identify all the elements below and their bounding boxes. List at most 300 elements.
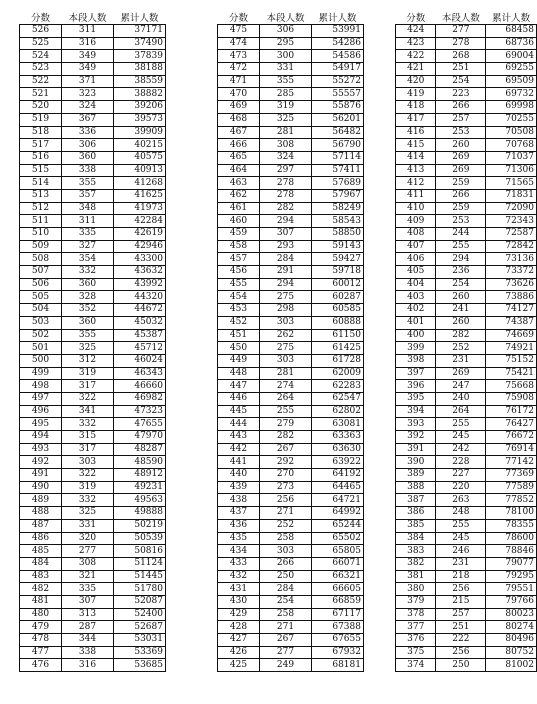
score-cell: 457 xyxy=(218,253,260,266)
segment-count-cell: 254 xyxy=(436,278,486,291)
cumulative-count-cell: 71306 xyxy=(486,164,537,177)
table-row xyxy=(396,405,537,418)
cumulative-count-cell: 37839 xyxy=(114,50,166,63)
segment-count-cell: 220 xyxy=(436,481,486,494)
cumulative-count-cell: 38559 xyxy=(114,75,166,88)
segment-count-cell: 267 xyxy=(260,634,312,647)
segment-count-cell: 269 xyxy=(436,164,486,177)
cumulative-count-cell: 40215 xyxy=(114,139,166,152)
table-row xyxy=(396,240,537,253)
table-row xyxy=(396,519,537,532)
segment-count-cell: 303 xyxy=(260,354,312,367)
segment-count-cell: 274 xyxy=(260,380,312,393)
cumulative-count-cell: 69509 xyxy=(486,75,537,88)
table-row xyxy=(20,532,166,545)
segment-count-cell: 297 xyxy=(260,164,312,177)
cumulative-count-cell: 76172 xyxy=(486,405,537,418)
header-cumulative-count: 累计人数 xyxy=(318,13,357,24)
header-cumulative-count: 累计人数 xyxy=(492,13,531,24)
segment-count-cell: 348 xyxy=(62,202,114,215)
table-row xyxy=(20,443,166,456)
segment-count-cell: 254 xyxy=(260,595,312,608)
score-cell: 425 xyxy=(218,659,260,672)
table-row xyxy=(20,291,166,304)
table-row xyxy=(20,392,166,405)
table-row xyxy=(396,545,537,558)
score-cell: 476 xyxy=(20,659,62,672)
segment-count-cell: 371 xyxy=(62,75,114,88)
cumulative-count-cell: 73886 xyxy=(486,291,537,304)
table-row xyxy=(218,431,364,444)
segment-count-cell: 264 xyxy=(436,405,486,418)
table-row xyxy=(20,418,166,431)
cumulative-count-cell: 42946 xyxy=(114,240,166,253)
score-cell: 413 xyxy=(396,164,436,177)
table-row xyxy=(20,75,166,88)
table-row xyxy=(396,215,537,228)
cumulative-count-cell: 80023 xyxy=(486,608,537,621)
segment-count-cell: 260 xyxy=(436,291,486,304)
score-cell: 490 xyxy=(20,481,62,494)
cumulative-count-cell: 66071 xyxy=(312,557,364,570)
table-row xyxy=(396,557,537,570)
table-row xyxy=(396,50,537,63)
table-row xyxy=(20,595,166,608)
score-cell: 415 xyxy=(396,139,436,152)
table-row xyxy=(396,151,537,164)
score-cell: 445 xyxy=(218,405,260,418)
score-cell: 411 xyxy=(396,189,436,202)
table-row xyxy=(218,545,364,558)
score-cell: 501 xyxy=(20,342,62,355)
score-table xyxy=(217,13,364,672)
score-cell: 514 xyxy=(20,177,62,190)
segment-count-cell: 279 xyxy=(260,418,312,431)
score-cell: 466 xyxy=(218,139,260,152)
cumulative-count-cell: 75908 xyxy=(486,392,537,405)
table-row xyxy=(396,443,537,456)
header-segment-count: 本段人数 xyxy=(266,13,305,24)
score-cell: 500 xyxy=(20,354,62,367)
score-cell: 382 xyxy=(396,557,436,570)
table-row xyxy=(396,228,537,241)
cumulative-count-cell: 77589 xyxy=(486,481,537,494)
cumulative-count-cell: 51445 xyxy=(114,570,166,583)
cumulative-count-cell: 57967 xyxy=(312,189,364,202)
segment-count-cell: 236 xyxy=(436,266,486,279)
segment-count-cell: 282 xyxy=(260,431,312,444)
segment-count-cell: 255 xyxy=(436,418,486,431)
table-row xyxy=(20,304,166,317)
segment-count-cell: 317 xyxy=(62,380,114,393)
score-cell: 499 xyxy=(20,367,62,380)
score-cell: 506 xyxy=(20,278,62,291)
cumulative-count-cell: 47655 xyxy=(114,418,166,431)
cumulative-count-cell: 65805 xyxy=(312,545,364,558)
score-cell: 456 xyxy=(218,266,260,279)
header-score: 分数 xyxy=(406,13,426,24)
table-row xyxy=(218,126,364,139)
cumulative-count-cell: 61728 xyxy=(312,354,364,367)
table-row xyxy=(396,177,537,190)
cumulative-count-cell: 60585 xyxy=(312,304,364,317)
table-row xyxy=(218,405,364,418)
score-cell: 391 xyxy=(396,443,436,456)
cumulative-count-cell: 49563 xyxy=(114,494,166,507)
score-cell: 484 xyxy=(20,557,62,570)
cumulative-count-cell: 39573 xyxy=(114,113,166,126)
cumulative-count-cell: 57689 xyxy=(312,177,364,190)
cumulative-count-cell: 72842 xyxy=(486,240,537,253)
table-row xyxy=(218,253,364,266)
cumulative-count-cell: 79551 xyxy=(486,583,537,596)
table-row xyxy=(218,595,364,608)
score-cell: 430 xyxy=(218,595,260,608)
cumulative-count-cell: 60287 xyxy=(312,291,364,304)
cumulative-count-cell: 43632 xyxy=(114,266,166,279)
score-cell: 437 xyxy=(218,507,260,520)
cumulative-count-cell: 80274 xyxy=(486,621,537,634)
cumulative-count-cell: 38188 xyxy=(114,63,166,76)
cumulative-count-cell: 71565 xyxy=(486,177,537,190)
segment-count-cell: 360 xyxy=(62,151,114,164)
table-row xyxy=(218,342,364,355)
score-cell: 412 xyxy=(396,177,436,190)
cumulative-count-cell: 67388 xyxy=(312,621,364,634)
table-header-row xyxy=(396,13,537,25)
score-cell: 388 xyxy=(396,481,436,494)
table-row xyxy=(218,50,364,63)
segment-count-cell: 338 xyxy=(62,646,114,659)
table-row xyxy=(218,88,364,101)
score-cell: 405 xyxy=(396,266,436,279)
cumulative-count-cell: 50816 xyxy=(114,545,166,558)
table-row xyxy=(396,367,537,380)
score-cell: 497 xyxy=(20,392,62,405)
table-row xyxy=(20,113,166,126)
table-row xyxy=(20,266,166,279)
header-score: 分数 xyxy=(30,13,50,24)
score-cell: 375 xyxy=(396,646,436,659)
header-cumulative-count: 累计人数 xyxy=(120,13,159,24)
score-cell: 479 xyxy=(20,621,62,634)
score-cell: 441 xyxy=(218,456,260,469)
segment-count-cell: 260 xyxy=(436,316,486,329)
table-row xyxy=(396,418,537,431)
segment-count-cell: 263 xyxy=(436,494,486,507)
segment-count-cell: 222 xyxy=(436,634,486,647)
cumulative-count-cell: 74669 xyxy=(486,329,537,342)
segment-count-cell: 324 xyxy=(62,101,114,114)
score-cell: 385 xyxy=(396,519,436,532)
segment-count-cell: 332 xyxy=(62,418,114,431)
score-cell: 407 xyxy=(396,240,436,253)
score-cell: 505 xyxy=(20,291,62,304)
segment-count-cell: 292 xyxy=(260,456,312,469)
segment-count-cell: 355 xyxy=(62,329,114,342)
score-cell: 377 xyxy=(396,621,436,634)
cumulative-count-cell: 73372 xyxy=(486,266,537,279)
segment-count-cell: 231 xyxy=(436,354,486,367)
segment-count-cell: 268 xyxy=(436,50,486,63)
cumulative-count-cell: 54586 xyxy=(312,50,364,63)
cumulative-count-cell: 53991 xyxy=(312,25,364,38)
cumulative-count-cell: 52687 xyxy=(114,621,166,634)
cumulative-count-cell: 72343 xyxy=(486,215,537,228)
cumulative-count-cell: 48287 xyxy=(114,443,166,456)
score-cell: 470 xyxy=(218,88,260,101)
segment-count-cell: 306 xyxy=(260,25,312,38)
segment-count-cell: 294 xyxy=(436,253,486,266)
segment-count-cell: 325 xyxy=(62,507,114,520)
segment-count-cell: 311 xyxy=(62,215,114,228)
table-row xyxy=(20,545,166,558)
cumulative-count-cell: 54286 xyxy=(312,37,364,50)
score-cell: 509 xyxy=(20,240,62,253)
segment-count-cell: 313 xyxy=(62,608,114,621)
segment-count-cell: 250 xyxy=(436,659,486,672)
score-cell: 399 xyxy=(396,342,436,355)
table-row xyxy=(218,608,364,621)
score-cell: 493 xyxy=(20,443,62,456)
score-cell: 482 xyxy=(20,583,62,596)
cumulative-count-cell: 59143 xyxy=(312,240,364,253)
score-cell: 439 xyxy=(218,481,260,494)
segment-count-cell: 240 xyxy=(436,392,486,405)
header-segment-count: 本段人数 xyxy=(441,13,480,24)
table-row xyxy=(20,659,166,672)
cumulative-count-cell: 67932 xyxy=(312,646,364,659)
score-cell: 410 xyxy=(396,202,436,215)
segment-count-cell: 277 xyxy=(62,545,114,558)
cumulative-count-cell: 37490 xyxy=(114,37,166,50)
cumulative-count-cell: 80752 xyxy=(486,646,537,659)
table-row xyxy=(218,63,364,76)
score-cell: 396 xyxy=(396,380,436,393)
segment-count-cell: 257 xyxy=(436,113,486,126)
table-row xyxy=(396,139,537,152)
table-row xyxy=(396,88,537,101)
cumulative-count-cell: 59718 xyxy=(312,266,364,279)
table-row xyxy=(396,278,537,291)
segment-count-cell: 325 xyxy=(260,113,312,126)
segment-count-cell: 269 xyxy=(436,367,486,380)
table-row xyxy=(20,88,166,101)
table-row xyxy=(20,240,166,253)
cumulative-count-cell: 52087 xyxy=(114,595,166,608)
cumulative-count-cell: 61425 xyxy=(312,342,364,355)
score-cell: 483 xyxy=(20,570,62,583)
table-row xyxy=(20,519,166,532)
score-cell: 400 xyxy=(396,329,436,342)
score-cell: 423 xyxy=(396,37,436,50)
score-cell: 480 xyxy=(20,608,62,621)
table-row xyxy=(218,329,364,342)
score-cell: 438 xyxy=(218,494,260,507)
segment-count-cell: 319 xyxy=(62,481,114,494)
cumulative-count-cell: 79295 xyxy=(486,570,537,583)
score-cell: 416 xyxy=(396,126,436,139)
score-cell: 496 xyxy=(20,405,62,418)
table-row xyxy=(20,481,166,494)
table-row xyxy=(396,316,537,329)
table-row xyxy=(396,494,537,507)
cumulative-count-cell: 49888 xyxy=(114,507,166,520)
cumulative-count-cell: 66321 xyxy=(312,570,364,583)
score-cell: 478 xyxy=(20,634,62,647)
cumulative-count-cell: 80496 xyxy=(486,634,537,647)
table-row xyxy=(20,380,166,393)
segment-count-cell: 218 xyxy=(436,570,486,583)
cumulative-count-cell: 52400 xyxy=(114,608,166,621)
score-cell: 376 xyxy=(396,634,436,647)
segment-count-cell: 320 xyxy=(62,532,114,545)
cumulative-count-cell: 54917 xyxy=(312,63,364,76)
score-cell: 395 xyxy=(396,392,436,405)
score-cell: 463 xyxy=(218,177,260,190)
segment-count-cell: 331 xyxy=(260,63,312,76)
segment-count-cell: 308 xyxy=(62,557,114,570)
table-header-row xyxy=(218,13,364,25)
segment-count-cell: 360 xyxy=(62,316,114,329)
segment-count-cell: 300 xyxy=(260,50,312,63)
score-cell: 474 xyxy=(218,37,260,50)
table-row xyxy=(20,431,166,444)
score-cell: 421 xyxy=(396,63,436,76)
cumulative-count-cell: 68736 xyxy=(486,37,537,50)
score-cell: 386 xyxy=(396,507,436,520)
table-row xyxy=(20,557,166,570)
segment-count-cell: 344 xyxy=(62,634,114,647)
segment-count-cell: 312 xyxy=(62,354,114,367)
score-cell: 464 xyxy=(218,164,260,177)
segment-count-cell: 332 xyxy=(62,266,114,279)
cumulative-count-cell: 78600 xyxy=(486,532,537,545)
table-row xyxy=(396,481,537,494)
segment-count-cell: 253 xyxy=(436,215,486,228)
table-row xyxy=(396,329,537,342)
score-cell: 449 xyxy=(218,354,260,367)
segment-count-cell: 256 xyxy=(436,646,486,659)
score-table-2 xyxy=(217,13,364,672)
segment-count-cell: 307 xyxy=(62,595,114,608)
table-row xyxy=(20,151,166,164)
table-row xyxy=(218,215,364,228)
score-cell: 516 xyxy=(20,151,62,164)
segment-count-cell: 278 xyxy=(260,177,312,190)
table-row xyxy=(396,532,537,545)
score-cell: 443 xyxy=(218,431,260,444)
table-row xyxy=(396,304,537,317)
score-cell: 422 xyxy=(396,50,436,63)
cumulative-count-cell: 69998 xyxy=(486,101,537,114)
cumulative-count-cell: 70255 xyxy=(486,113,537,126)
table-row xyxy=(218,469,364,482)
score-cell: 519 xyxy=(20,113,62,126)
score-cell: 515 xyxy=(20,164,62,177)
table-row xyxy=(20,278,166,291)
table-row xyxy=(20,215,166,228)
score-cell: 393 xyxy=(396,418,436,431)
segment-count-cell: 278 xyxy=(436,37,486,50)
segment-count-cell: 249 xyxy=(260,659,312,672)
table-row xyxy=(396,202,537,215)
segment-count-cell: 266 xyxy=(260,557,312,570)
score-cell: 433 xyxy=(218,557,260,570)
cumulative-count-cell: 46343 xyxy=(114,367,166,380)
segment-count-cell: 228 xyxy=(436,456,486,469)
segment-count-cell: 247 xyxy=(436,380,486,393)
segment-count-cell: 275 xyxy=(260,291,312,304)
cumulative-count-cell: 77369 xyxy=(486,469,537,482)
segment-count-cell: 258 xyxy=(260,608,312,621)
segment-count-cell: 328 xyxy=(62,291,114,304)
segment-count-cell: 241 xyxy=(436,304,486,317)
table-row xyxy=(218,557,364,570)
score-cell: 481 xyxy=(20,595,62,608)
segment-count-cell: 338 xyxy=(62,164,114,177)
segment-count-cell: 253 xyxy=(436,126,486,139)
segment-count-cell: 284 xyxy=(260,583,312,596)
segment-count-cell: 251 xyxy=(436,63,486,76)
table-row xyxy=(20,342,166,355)
cumulative-count-cell: 55272 xyxy=(312,75,364,88)
cumulative-count-cell: 71037 xyxy=(486,151,537,164)
score-cell: 428 xyxy=(218,621,260,634)
segment-count-cell: 316 xyxy=(62,659,114,672)
score-cell: 432 xyxy=(218,570,260,583)
cumulative-count-cell: 41625 xyxy=(114,189,166,202)
table-row xyxy=(20,405,166,418)
segment-count-cell: 323 xyxy=(62,88,114,101)
table-row xyxy=(218,177,364,190)
score-cell: 414 xyxy=(396,151,436,164)
segment-count-cell: 215 xyxy=(436,595,486,608)
table-row xyxy=(218,37,364,50)
cumulative-count-cell: 63081 xyxy=(312,418,364,431)
segment-count-cell: 341 xyxy=(62,405,114,418)
score-cell: 492 xyxy=(20,456,62,469)
table-row xyxy=(218,621,364,634)
score-cell: 525 xyxy=(20,37,62,50)
table-row xyxy=(396,621,537,634)
cumulative-count-cell: 66859 xyxy=(312,595,364,608)
score-cell: 419 xyxy=(396,88,436,101)
cumulative-count-cell: 47323 xyxy=(114,405,166,418)
score-cell: 465 xyxy=(218,151,260,164)
score-table xyxy=(395,13,537,672)
score-cell: 504 xyxy=(20,304,62,317)
table-row xyxy=(20,570,166,583)
segment-count-cell: 252 xyxy=(436,342,486,355)
cumulative-count-cell: 44320 xyxy=(114,291,166,304)
cumulative-count-cell: 61150 xyxy=(312,329,364,342)
score-cell: 404 xyxy=(396,278,436,291)
segment-count-cell: 357 xyxy=(62,189,114,202)
segment-count-cell: 317 xyxy=(62,443,114,456)
cumulative-count-cell: 60012 xyxy=(312,278,364,291)
segment-count-cell: 322 xyxy=(62,469,114,482)
segment-count-cell: 266 xyxy=(436,189,486,202)
score-cell: 387 xyxy=(396,494,436,507)
table-row xyxy=(218,266,364,279)
segment-count-cell: 335 xyxy=(62,228,114,241)
score-cell: 507 xyxy=(20,266,62,279)
table-row xyxy=(396,25,537,38)
segment-count-cell: 307 xyxy=(260,228,312,241)
score-cell: 378 xyxy=(396,608,436,621)
cumulative-count-cell: 39909 xyxy=(114,126,166,139)
